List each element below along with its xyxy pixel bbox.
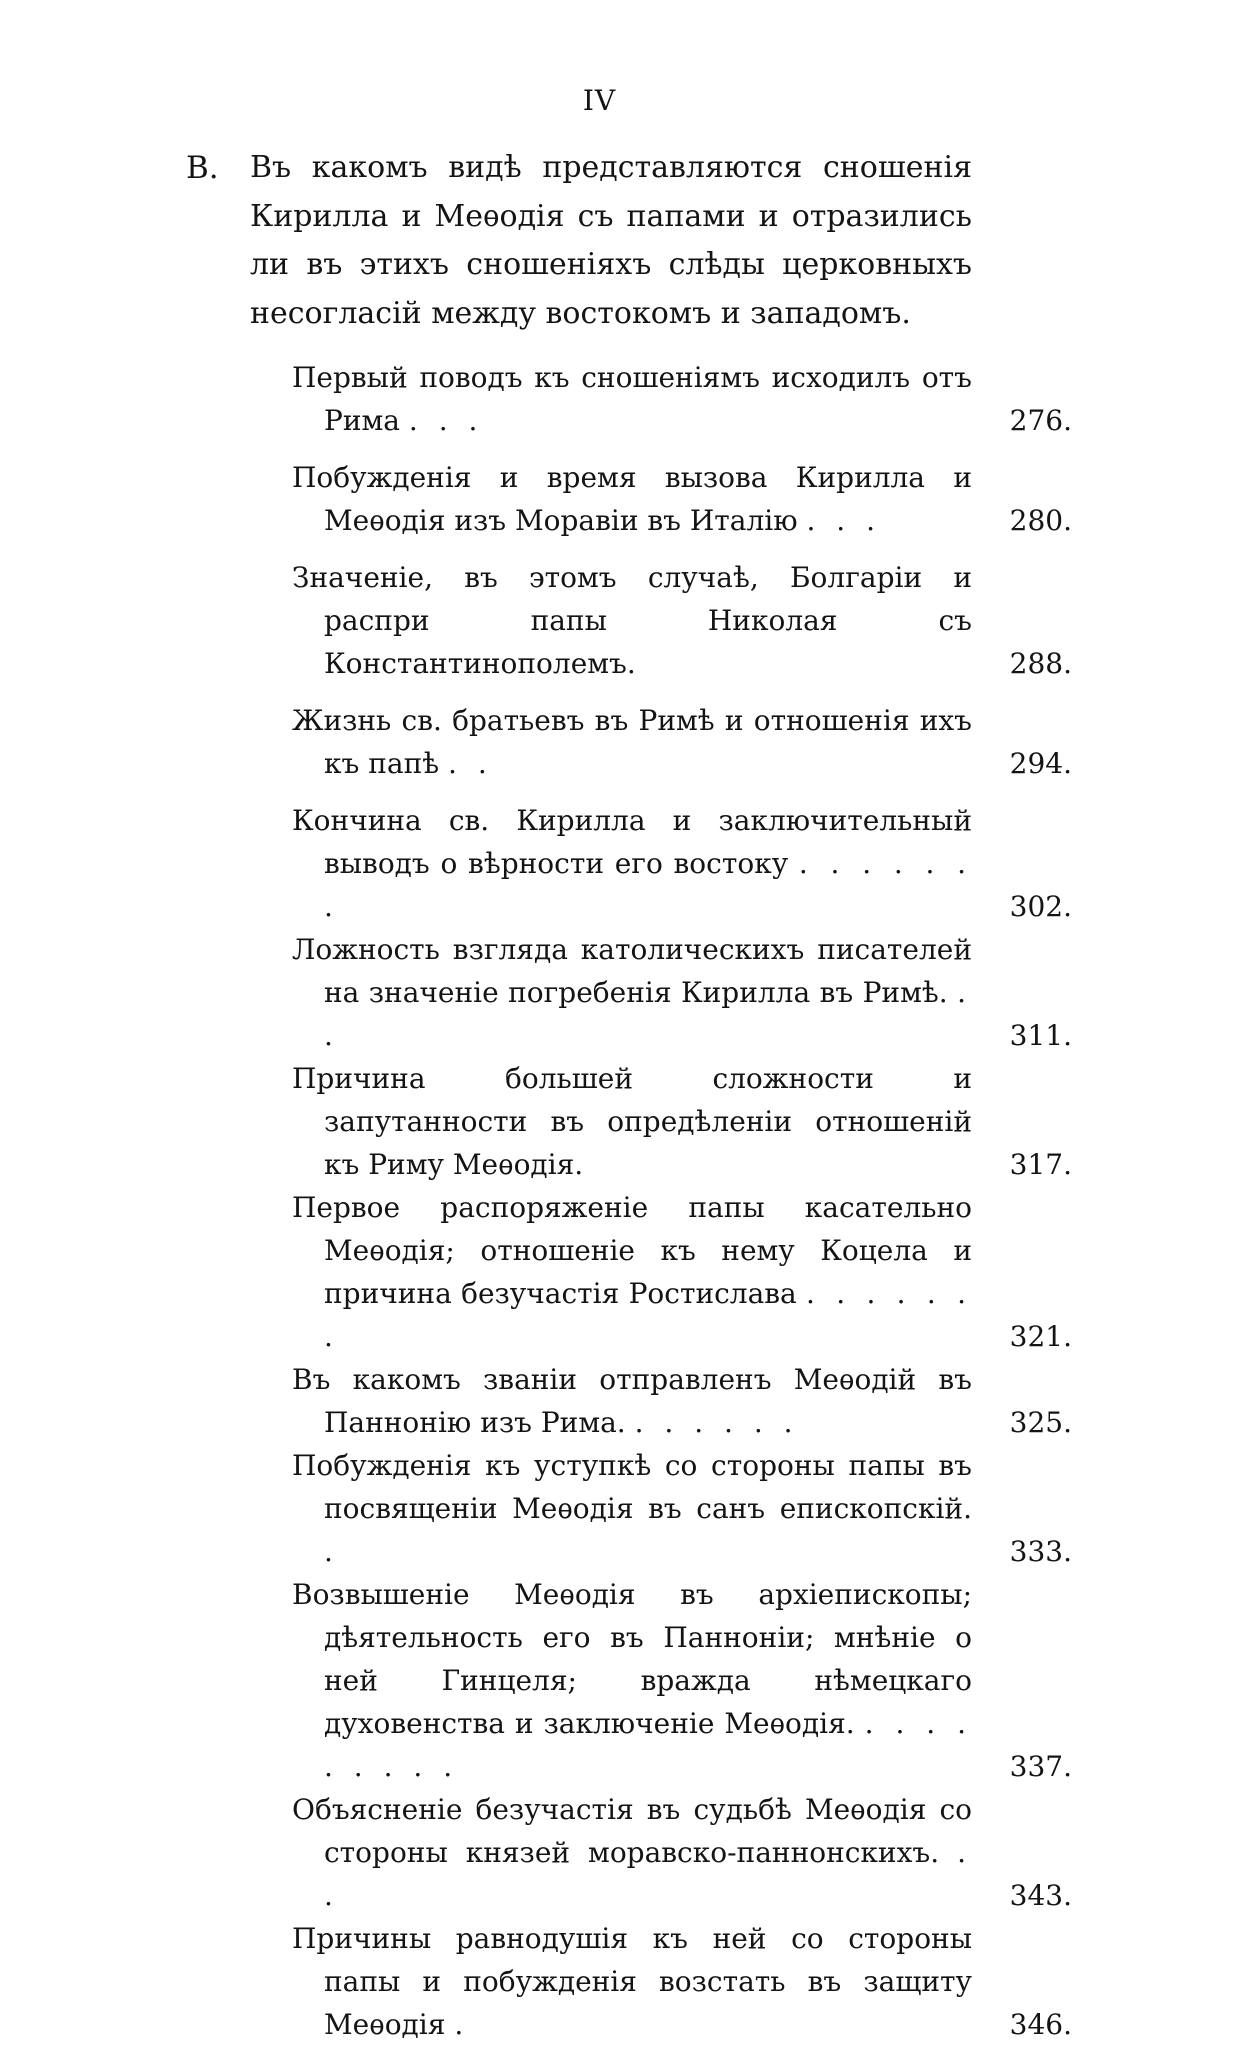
- toc-entries: [292, 356, 1072, 2046]
- section-heading: Въ какомъ видѣ представляются сношенія Кирилла и Меѳодія съ папами и отразились ли въ этихъ сношеніяхъ слѣды церковныхъ несогласій между востокомъ и западомъ.: [250, 150, 972, 331]
- toc-entry-page: 311.: [1009, 1019, 1072, 1052]
- toc-entry-leaders: . .: [448, 747, 493, 780]
- toc-entry: [292, 1186, 1072, 1358]
- toc-entry-page: 276.: [1009, 404, 1072, 437]
- toc-entry-title: Жизнь св. братьевъ въ Римѣ и отношенія ихъ къ папѣ: [292, 704, 972, 780]
- toc-entry: [292, 1917, 1072, 2046]
- toc-entry-text: [292, 456, 972, 542]
- toc-entry-leaders: . . . . . . .: [324, 1277, 972, 1353]
- toc-entry: [292, 1573, 1072, 1788]
- toc-entry-text: [292, 1057, 972, 1186]
- toc-entry-title: Побужденія и время вызова Кирилла и Меѳодія изъ Моравіи въ Италію: [292, 461, 972, 537]
- toc-entry-page: 337.: [1009, 1750, 1072, 1783]
- toc-entry-text: [292, 1788, 972, 1917]
- toc-entry-text: [292, 556, 972, 685]
- toc-entry: [292, 1057, 1072, 1186]
- toc-entry: [292, 699, 1072, 785]
- toc-entry-title: Ложность взгляда католическихъ писателей на значеніе погребенія Кирилла въ Римѣ.: [292, 933, 972, 1009]
- toc-entry-title: Значеніе, въ этомъ случаѣ, Болгаріи и распри папы Николая съ Константинополемъ.: [292, 561, 972, 680]
- toc-entry-text: [292, 1358, 972, 1444]
- toc-entry: [292, 1358, 1072, 1444]
- toc-entry-leaders: . .: [324, 976, 972, 1052]
- toc-entry-page: 302.: [1009, 890, 1072, 923]
- toc-entry-title: Первый поводъ къ сношеніямъ исходилъ отъ Рима: [292, 361, 972, 437]
- toc-entry-page: 343.: [1009, 1879, 1072, 1912]
- toc-entry: [292, 556, 1072, 685]
- toc-entry-page: 333.: [1009, 1535, 1072, 1568]
- toc-entry-title: Побужденія къ уступкѣ со стороны папы въ посвященіи Меѳодія въ санъ епископскій.: [292, 1449, 972, 1525]
- toc-entry-title: Причины равнодушія къ ней со стороны папы и побужденія возстать въ защиту Меѳодія: [292, 1922, 972, 2041]
- section-marker: В.: [186, 150, 219, 186]
- toc-entry: [292, 928, 1072, 1057]
- toc-entry-page: 280.: [1009, 504, 1072, 537]
- toc-entry-leaders: .: [324, 1535, 339, 1568]
- toc-entry: [292, 356, 1072, 442]
- toc-entry-page: 317.: [1009, 1148, 1072, 1181]
- toc-entry-leaders: . .: [324, 1836, 972, 1912]
- toc-entry-text: [292, 1573, 972, 1788]
- toc-entry-text: [292, 356, 972, 442]
- toc-entry-page: 346.: [1009, 2008, 1072, 2041]
- toc-entry-title: Кончина св. Кирилла и заключительный выводъ о вѣрности его востоку: [292, 804, 972, 880]
- toc-entry-title: Возвышеніе Меѳодія въ архіепископы; дѣятельность его въ Панноніи; мнѣніе о ней Гинцеля; вражда нѣмецкаго духовенства и заключеніе Меѳодія.: [292, 1578, 972, 1740]
- toc-entry-text: [292, 699, 972, 785]
- toc-entry-text: [292, 1444, 972, 1573]
- toc-entry-page: 288.: [1009, 647, 1072, 680]
- toc-entry-leaders: . . . . . .: [634, 1406, 799, 1439]
- toc-entry: [292, 1444, 1072, 1573]
- toc-entry-leaders: . . . . . . .: [324, 847, 972, 923]
- toc-entry-page: 294.: [1009, 747, 1072, 780]
- toc-entry: [292, 799, 1072, 928]
- toc-entry: [292, 1788, 1072, 1917]
- toc-entry-text: [292, 1917, 972, 2046]
- toc-entry-text: [292, 1186, 972, 1358]
- toc-section: [186, 144, 976, 338]
- toc-entry-leaders: . . .: [408, 404, 484, 437]
- toc-entry: [292, 456, 1072, 542]
- page-number: IV: [582, 84, 617, 117]
- toc-entry-title: Причина большей сложности и запутанности въ опредѣленіи отношеній къ Риму Меѳодія.: [292, 1062, 972, 1181]
- toc-entry-page: 321.: [1009, 1320, 1072, 1353]
- toc-entry-page: 325.: [1009, 1406, 1072, 1439]
- toc-entry-text: [292, 928, 972, 1057]
- toc-entry-title: Въ какомъ званіи отправленъ Меѳодій въ Паннонію изъ Рима.: [292, 1363, 972, 1439]
- toc-entry-title: Объясненіе безучастія въ судьбѣ Меѳодія со стороны князей моравско-паннонскихъ.: [292, 1793, 972, 1869]
- toc-entry-leaders: . . . . . . . . .: [324, 1707, 972, 1783]
- toc-entry-leaders: . . .: [806, 504, 882, 537]
- toc-entry-title: Первое распоряженіе папы касательно Меѳодія; отношеніе къ нему Коцела и причина безучастія Ростислава: [292, 1191, 972, 1310]
- toc-entry-text: [292, 799, 972, 928]
- toc-entry-leaders: .: [454, 2008, 470, 2041]
